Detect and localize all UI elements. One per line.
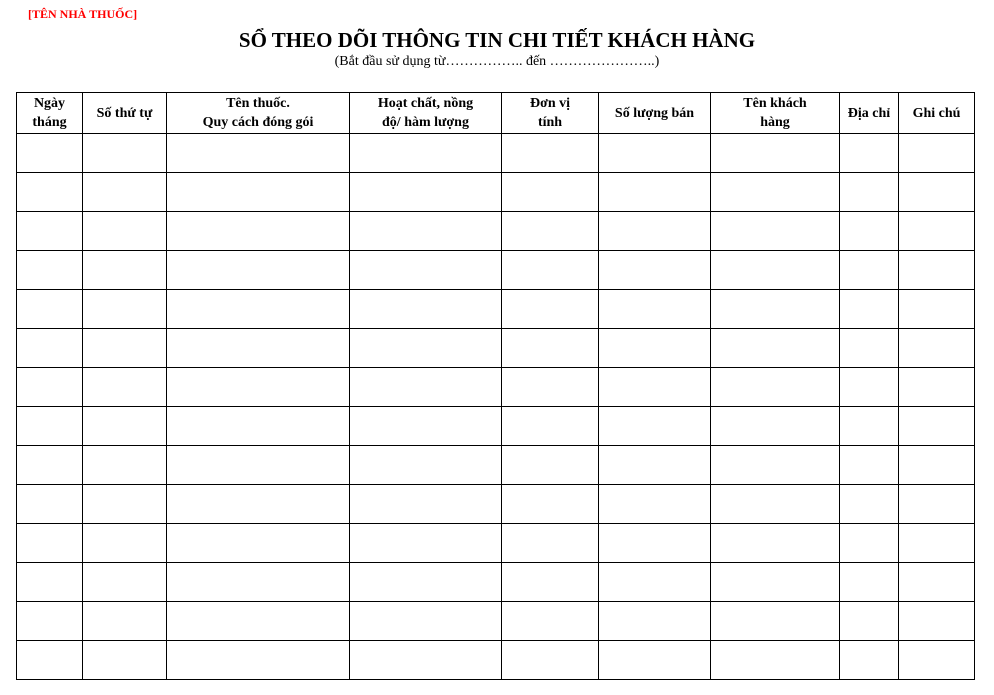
table-cell	[711, 368, 840, 407]
table-row	[17, 602, 975, 641]
table-cell	[711, 524, 840, 563]
column-header-address: Địa chỉ	[840, 93, 899, 134]
table-cell	[711, 290, 840, 329]
table-cell	[83, 173, 167, 212]
table-cell	[350, 290, 502, 329]
column-header-serial-number: Số thứ tự	[83, 93, 167, 134]
table-cell	[840, 563, 899, 602]
table-cell	[17, 407, 83, 446]
table-cell	[167, 212, 350, 251]
table-cell	[899, 212, 975, 251]
table-cell	[83, 212, 167, 251]
table-cell	[599, 290, 711, 329]
table-cell	[899, 368, 975, 407]
table-row	[17, 251, 975, 290]
table-cell	[840, 173, 899, 212]
table-cell	[711, 212, 840, 251]
table-cell	[840, 368, 899, 407]
table-cell	[17, 134, 83, 173]
table-cell	[899, 407, 975, 446]
table-cell	[502, 407, 599, 446]
table-cell	[167, 485, 350, 524]
table-cell	[17, 329, 83, 368]
table-cell	[167, 524, 350, 563]
table-cell	[599, 212, 711, 251]
table-cell	[599, 407, 711, 446]
table-cell	[899, 524, 975, 563]
table-cell	[711, 641, 840, 680]
table-cell	[840, 446, 899, 485]
table-cell	[17, 251, 83, 290]
column-header-active-ingredient: Hoạt chất, nồng độ/ hàm lượng	[350, 93, 502, 134]
table-cell	[599, 173, 711, 212]
table-row	[17, 524, 975, 563]
table-cell	[350, 641, 502, 680]
table-cell	[899, 485, 975, 524]
table-cell	[17, 212, 83, 251]
usage-period-subtitle: (Bắt đầu sử dụng từ…………….. đến …………………..)	[334, 54, 660, 69]
table-cell	[899, 290, 975, 329]
column-header-notes: Ghi chú	[899, 93, 975, 134]
table-cell	[167, 602, 350, 641]
table-cell	[17, 524, 83, 563]
table-cell	[17, 641, 83, 680]
table-cell	[167, 563, 350, 602]
table-cell	[502, 641, 599, 680]
table-cell	[350, 329, 502, 368]
table-cell	[711, 485, 840, 524]
table-cell	[502, 446, 599, 485]
table-header-row	[17, 93, 975, 134]
table-cell	[599, 641, 711, 680]
table-cell	[350, 563, 502, 602]
table-cell	[17, 290, 83, 329]
table-cell	[83, 290, 167, 329]
table-cell	[83, 641, 167, 680]
table-row	[17, 173, 975, 212]
table-cell	[599, 329, 711, 368]
table-row	[17, 212, 975, 251]
table-cell	[350, 212, 502, 251]
pharmacy-name: [TÊN NHÀ THUỐC]	[28, 7, 138, 21]
table-body	[17, 134, 975, 680]
table-cell	[350, 485, 502, 524]
table-cell	[899, 251, 975, 290]
table-row	[17, 368, 975, 407]
table-cell	[167, 407, 350, 446]
document-title: SỔ THEO DÕI THÔNG TIN CHI TIẾT KHÁCH HÀNG	[238, 28, 756, 52]
table-row	[17, 290, 975, 329]
table-cell	[899, 329, 975, 368]
table-cell	[502, 212, 599, 251]
table-cell	[17, 563, 83, 602]
table-cell	[599, 368, 711, 407]
table-cell	[599, 134, 711, 173]
table-cell	[711, 173, 840, 212]
table-cell	[899, 563, 975, 602]
table-cell	[840, 485, 899, 524]
table-cell	[840, 251, 899, 290]
table-cell	[899, 602, 975, 641]
table-cell	[840, 641, 899, 680]
table-cell	[83, 446, 167, 485]
table-cell	[350, 602, 502, 641]
table-row	[17, 134, 975, 173]
table-cell	[502, 251, 599, 290]
table-cell	[711, 602, 840, 641]
table-cell	[840, 407, 899, 446]
table-cell	[83, 485, 167, 524]
table-cell	[899, 134, 975, 173]
table-cell	[599, 446, 711, 485]
table-row	[17, 329, 975, 368]
table-cell	[83, 329, 167, 368]
table-row	[17, 407, 975, 446]
table-cell	[350, 134, 502, 173]
table-cell	[167, 251, 350, 290]
table-cell	[17, 446, 83, 485]
table-cell	[840, 524, 899, 563]
column-header-quantity-sold: Số lượng bán	[599, 93, 711, 134]
table-cell	[502, 368, 599, 407]
table-cell	[502, 173, 599, 212]
table-cell	[899, 173, 975, 212]
table-row	[17, 485, 975, 524]
table-cell	[599, 524, 711, 563]
table-cell	[83, 524, 167, 563]
table-cell	[502, 290, 599, 329]
table-cell	[17, 602, 83, 641]
table-cell	[599, 251, 711, 290]
column-header-unit: Đơn vị tính	[502, 93, 599, 134]
table-cell	[711, 251, 840, 290]
table-cell	[711, 563, 840, 602]
table-cell	[840, 134, 899, 173]
table-cell	[83, 602, 167, 641]
table-cell	[83, 251, 167, 290]
table-cell	[167, 368, 350, 407]
table-cell	[711, 134, 840, 173]
table-cell	[599, 602, 711, 641]
table-cell	[83, 407, 167, 446]
table-cell	[502, 602, 599, 641]
table-cell	[350, 173, 502, 212]
table-cell	[599, 485, 711, 524]
column-header-customer-name: Tên khách hàng	[711, 93, 840, 134]
table-cell	[899, 641, 975, 680]
table-cell	[167, 134, 350, 173]
table-row	[17, 446, 975, 485]
table-cell	[502, 329, 599, 368]
table-cell	[840, 290, 899, 329]
table-cell	[350, 446, 502, 485]
table-cell	[350, 251, 502, 290]
column-header-date: Ngày tháng	[17, 93, 83, 134]
table-cell	[350, 368, 502, 407]
table-cell	[502, 563, 599, 602]
table-cell	[83, 134, 167, 173]
table-cell	[167, 329, 350, 368]
table-cell	[17, 368, 83, 407]
table-cell	[599, 563, 711, 602]
table-cell	[502, 524, 599, 563]
table-cell	[502, 134, 599, 173]
table-cell	[167, 446, 350, 485]
table-cell	[840, 602, 899, 641]
table-cell	[899, 446, 975, 485]
table-cell	[17, 173, 83, 212]
table-cell	[167, 173, 350, 212]
table-cell	[167, 290, 350, 329]
table-cell	[711, 407, 840, 446]
table-cell	[840, 212, 899, 251]
table-cell	[350, 524, 502, 563]
table-cell	[83, 563, 167, 602]
table-cell	[711, 446, 840, 485]
table-cell	[350, 407, 502, 446]
table-row	[17, 641, 975, 680]
table-cell	[502, 485, 599, 524]
table-cell	[167, 641, 350, 680]
customer-ledger-table	[16, 92, 975, 680]
table-cell	[840, 329, 899, 368]
table-cell	[17, 485, 83, 524]
table-row	[17, 563, 975, 602]
table-cell	[83, 368, 167, 407]
column-header-drug-name: Tên thuốc. Quy cách đóng gói	[167, 93, 350, 134]
table-cell	[711, 329, 840, 368]
